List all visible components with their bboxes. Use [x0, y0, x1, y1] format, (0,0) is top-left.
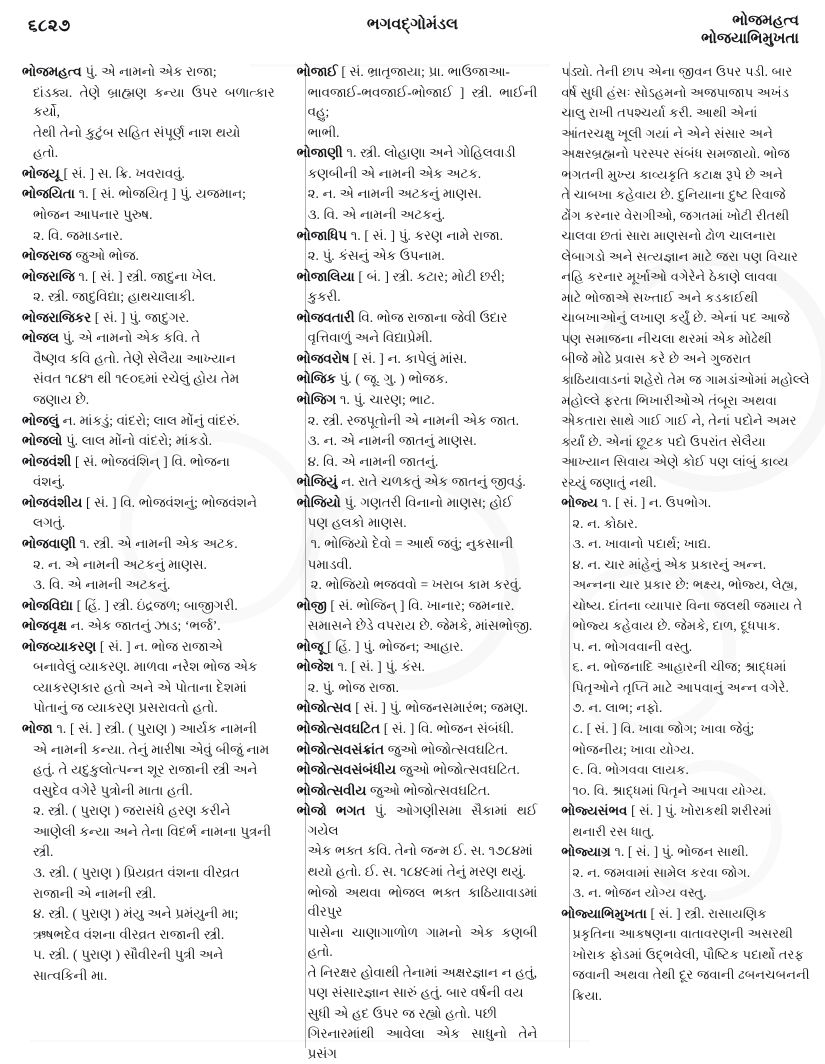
dictionary-entry-line — [297, 760, 538, 780]
dictionary-entry-line — [22, 431, 275, 451]
entry-continuation-line: અન્નના ચાર પ્રકાર છે: ભક્ષ્ય, ભોજ્ય, લેહ્ય, — [572, 577, 798, 593]
entry-continuation-line: ગિરનારમાંથી આવેલા એક સાધુનો તેને પ્રસંગ — [307, 1026, 538, 1061]
entry-definition-text: [ સં. ] પું. ખોરાકથી શરીરમાં — [627, 803, 772, 819]
entry-continuation-line: સંવત ૧૮૪૧ થી ૧૯૦૬માં રચેલું હોય તેમ — [33, 371, 240, 387]
entry-continuation-line: ૫. ન. ભોગવવાની વસ્તુ. — [572, 638, 693, 654]
entry-continuation-line: માટે ભોજાએ સખ્તાઈ અને કડકાઈથી — [561, 289, 759, 305]
entry-headword: ભોજરાજ — [22, 248, 72, 264]
entry-continuation-line: ચોષ્ય. દાંતના વ્યાપાર વિના જલથી જમાય તે — [572, 597, 803, 613]
entry-headword: ભોજિયું — [296, 474, 338, 490]
entry-continuation-line: ૨. ન. એ નામની અટકનું માણસ. — [33, 556, 207, 572]
entry-definition-text: ૧. [ સં. ] સ્ત્રી. ( પુરાણ ) આર્યક નામની — [52, 721, 257, 736]
entry-continuation-line: ૩. ન. એ નામની જાતનું માણસ. — [307, 433, 477, 449]
entry-definition-text: ન. રાતે ચળકતું એક જાતનું જીવડું. — [337, 474, 526, 490]
dictionary-entry-line — [22, 452, 275, 472]
entry-headword: ભોજોત્સવીય — [296, 782, 367, 798]
dictionary-entry-line — [297, 637, 538, 657]
entry-headword: ભોજલો — [22, 433, 63, 449]
text-column-3 — [549, 62, 811, 1048]
entry-definition-text: [ બં. ] સ્ત્રી. કટાર; મોટી છરી; — [354, 268, 505, 284]
entry-headword: ભોજ્યાગ્ર — [561, 844, 611, 860]
entry-definition-text: જુઓ ભોજોત્સવઘટિત. — [395, 762, 520, 778]
entry-definition-text: [ સં. ] સ. ક્રિ. ખવરાવવું. — [59, 165, 185, 181]
dictionary-entry-line — [22, 719, 275, 739]
entry-definition-text: [ સં. ભોજવંશિન્ ] વિ. ભોજના — [71, 453, 230, 469]
entry-definition-text: [ સં. ] સ્ત્રી. રાસાયણિક — [646, 905, 767, 921]
entry-headword: ભોજરાજિકર — [22, 309, 92, 325]
entry-continuation-line: ચાલવા છતાં સારા માણસનો ઢોળ ચાલનારા — [561, 228, 776, 244]
entry-definition-text: [ સં. ] ન. ભોજ રાજાએ — [96, 638, 223, 654]
entry-continuation-line: કર્યાં છે. એનાં છૂટક પદો ઉપરાંત સેલૈયા — [561, 433, 766, 449]
entry-definition-text: ૧. [ સં. ભોજયિતૃ ] પું. યજમાન; — [74, 186, 246, 202]
entry-continuation-line: ભાભી. — [307, 124, 340, 140]
entry-continuation-line: ચાલુ રાખી તપશ્ચર્યા કરી. આથી એનાં — [561, 105, 758, 121]
entry-headword: ભોજવાણી — [22, 535, 76, 551]
entry-definition-text: [ હિં. ] પું. ભોજન; આહાર. — [323, 638, 464, 654]
entry-continuation-line: ભાવજાઈ-ભવજાઈ-ભોજાઈ ] સ્ત્રી. ભાઈની વહુ; — [307, 84, 538, 120]
dictionary-entry-line — [22, 616, 275, 636]
entry-headword: ભોજલું — [22, 412, 59, 428]
dictionary-entry-line — [297, 719, 538, 739]
entry-continuation-line: વંશનું. — [33, 474, 65, 490]
dictionary-title: ભગવદ્‌ગોમંડલ — [366, 16, 459, 33]
dictionary-entry-line — [22, 246, 275, 266]
entry-continuation-line: વૃત્તિવાળું અને વિદ્યાપ્રેમી. — [307, 330, 433, 346]
entry-continuation-line: ૩. ન. ભોજન યોગ્ય વસ્તુ. — [572, 885, 707, 901]
entry-definition-text: [ સં. ભ્રાતૃજાયા; પ્રા. ભાઉજાઆ- — [337, 64, 510, 79]
entry-continuation-line: પાસેના ચાણાગાળોળ ગામનો એક કણબી હતો. — [307, 924, 538, 960]
entry-headword: ભોજયૂ — [22, 165, 60, 181]
entry-continuation-line: ઢોંગ કરનાર વેરાગીઓ, જગતમાં ખોટી રીતથી — [561, 207, 790, 223]
dictionary-entry-line — [561, 801, 811, 821]
dictionary-entry-line — [297, 369, 538, 389]
entry-definition-text: ૧. સ્ત્રી. એ નામની એક અટક. — [75, 535, 238, 551]
entry-continuation-line: ૩. વિ. એ નામની અટકનું. — [307, 206, 445, 222]
dictionary-entry-line — [297, 698, 538, 718]
entry-headword: ભોજો ભગત — [296, 803, 366, 819]
entry-continuation-line: કાઠિયાવાડનાં શહેરો તેમ જ ગામડાંઓમાં મહોલ્લે — [561, 371, 810, 387]
running-head-guidewords — [701, 12, 799, 49]
entry-definition-text: ન. એક જાતનું ઝાડ; ‘ભર્જ’. — [66, 618, 221, 634]
entry-definition-text: પું. ( જૂ. ગુ. ) ભોજક. — [335, 371, 448, 387]
text-column-1 — [22, 62, 287, 1048]
dictionary-entry-line — [561, 904, 811, 924]
entry-headword: ભોજેશ — [296, 659, 334, 675]
entry-headword: ભોજિગ — [296, 392, 337, 407]
entry-definition-text: પું. એ નામનો એક રાજા; — [81, 64, 217, 79]
entry-continuation-line: થયો હતો. ઈ. સ. ૧૮૪૯માં તેનું મરણ થયું. — [307, 863, 526, 879]
entry-definition-text: ૧. [ સં. ] પું. કંસ. — [333, 659, 425, 675]
dictionary-entry-line — [297, 740, 538, 760]
entry-continuation-line: વર્ષ સુધી હંસઃ સોઽહમનો અજપાજાપ અખંડ — [561, 84, 789, 100]
entry-definition-text: [ સં. ભોજિન્ ] વિ. ખાનાર; જમનાર. — [326, 597, 515, 613]
entry-continuation-line: નહિ કરનાર મૂર્ખાઓ વગેરેને ઠેકાણે લાવવા — [561, 269, 778, 285]
entry-continuation-line: પમાડવી. — [307, 556, 352, 572]
entry-continuation-line: ૮. [ સં. ] વિ. ખાવા જોગ; ખાવા જેવું; — [572, 721, 755, 736]
entry-continuation-line: ૪. વિ. એ નામની જાતનું. — [307, 453, 439, 469]
entry-continuation-line: ૩. ન. ખાવાનો પદાર્થ; ખાદ્ય. — [572, 536, 711, 552]
dictionary-entry-line — [297, 596, 538, 616]
entry-continuation-line: ૪. સ્ત્રી. ( પુરાણ ) મંયુ અને પ્રમંયુની મા; — [33, 906, 239, 922]
guideword-last: ભોજયાભિમુખતા — [701, 31, 799, 48]
entry-headword: ભોજ્ય — [561, 495, 598, 511]
dictionary-entry-line — [22, 596, 275, 616]
entry-continuation-line: સાત્વકિની મા. — [33, 967, 108, 983]
entry-definition-text: ૧. [ સં. ] પું. ભોજન સાથી. — [610, 844, 749, 860]
entry-continuation-line: વૈષ્ણવ કવિ હતો. તેણે સેલૈયા આખ્યાન — [33, 350, 236, 366]
dictionary-entry-line — [297, 472, 538, 492]
entry-continuation-line: જવાની અથવા તેથી દૂર જવાની ઢબનચબનની — [572, 967, 810, 983]
dictionary-entry-line — [297, 308, 538, 328]
entry-definition-text: પું. લાલ મોંનો વાંદરો; માંકડો. — [62, 433, 212, 449]
entry-continuation-line: ૨. સ્ત્રી. ( પુરાણ ) જરાસંધે હરણ કરીને — [33, 803, 231, 819]
dictionary-entry-line — [561, 842, 811, 862]
entry-definition-text: જુઓ ભોજોત્સવઘટિત. — [366, 782, 491, 798]
entry-headword: ભોજી — [296, 597, 327, 613]
entry-headword: ભોજિક — [296, 371, 336, 387]
entry-continuation-line: ક્રિયા. — [572, 987, 602, 1003]
entry-continuation-line: રાજાની એ નામની સ્ત્રી. — [33, 885, 156, 901]
entry-continuation-line: પણ સમાજના નીચલા થરમાં એક મોઢેથી — [561, 330, 772, 346]
entry-definition-text: ૧. સ્ત્રી. લોહાણા અને ગોહિલવાડી — [342, 145, 516, 161]
entry-continuation-line: તે નિરક્ષર હોવાથી તેનામાં અક્ષરજ્ઞાન ન હતું, — [307, 964, 538, 980]
entry-continuation-line: ૨. પું. ભોજ રાજા. — [307, 679, 399, 695]
entry-headword: ભોજવિદ્યા — [22, 597, 73, 613]
entry-continuation-line: ૭. ન. લાભ; નફો. — [572, 700, 663, 716]
entry-continuation-line: ૨. ન. જમવામાં સામેલ કરવા જોગ. — [572, 864, 751, 880]
entry-definition-text: જુઓ ભોજ. — [71, 248, 139, 264]
entry-definition-text: [ સં. ] વિ. ભોજન સંબંધી. — [379, 721, 514, 736]
dictionary-entry-line — [297, 657, 538, 677]
entry-continuation-line: પિતૃઓને તૃપ્તિ માટે આપવાનું અન્ન વગેરે. — [572, 679, 789, 695]
entry-continuation-line: ૧૦. વિ. શ્રાદ્ધમાં પિતૃને આપવા યોગ્ય. — [572, 782, 767, 798]
dictionary-entry-line — [297, 62, 538, 82]
dictionary-entry-line — [22, 184, 275, 204]
entry-headword: ભોજ્યસંભવ — [561, 803, 628, 819]
entry-continuation-line: ૫. સ્ત્રી. ( પુરાણ ) સૌવીરની પુત્રી અને — [33, 947, 224, 963]
dictionary-entry-line — [22, 308, 275, 328]
entry-definition-text: [ સં. ] વિ. ભોજવંશનું; ભોજવંશને — [82, 494, 257, 510]
entry-continuation-line: જણાય છે. — [33, 392, 90, 407]
entry-headword: ભોજોત્સવસંબંધીય — [296, 762, 396, 778]
dictionary-entry-line — [297, 390, 538, 410]
entry-headword: ભોજોત્સવઘટિત — [296, 721, 380, 736]
dictionary-entry-line — [22, 411, 275, 431]
entry-headword: ભોજવંશી — [22, 453, 72, 469]
dictionary-entry-line — [297, 349, 538, 369]
entry-continuation-line: ૨. સ્ત્રી. રજપૂતોની એ નામની એક જાત. — [307, 412, 520, 428]
entry-continuation-line: ભોજ્ય કહેવાય છે. જેમકે, દાળ, દૂધપાક. — [572, 618, 781, 634]
entry-definition-text: ૧. [ સં. ] ન. ઉપભોગ. — [597, 495, 712, 511]
entry-headword: ભોજવૃક્ષ — [22, 618, 67, 634]
entry-definition-text: પું. ઓગણીસમા સૈકામાં થઈ ગયેલ — [307, 803, 538, 838]
dictionary-entry-line — [22, 637, 275, 657]
dictionary-entry-line — [22, 62, 275, 82]
entry-continuation-line: ભોજનીય; ખાવા યોગ્ય. — [572, 741, 695, 757]
entry-continuation-line: પણ હલકો માણસ. — [307, 515, 407, 531]
entry-headword: ભોજૂ — [296, 638, 324, 654]
entry-continuation-line: ૧. ભોજિયો દેવો = આર્થ જવું; નુકસાની — [310, 535, 514, 551]
entry-continuation-line: સ્ત્રી. — [33, 844, 54, 860]
entry-continuation-line: ચાબખાઓનું લખાણ કર્યું છે. એનાં પદ આજે — [561, 310, 790, 326]
dictionary-entry-line — [297, 267, 538, 287]
entry-headword: ભોજાઈ — [296, 64, 338, 79]
text-column-2 — [287, 62, 550, 1061]
entry-continuation-line: સમાસને છેડે વપરાય છે. જેમકે, માંસભોજી. — [307, 618, 533, 634]
entry-continuation-line: આખ્યાન સિવાય એણે કોઈ પણ લાંબું કાવ્ય — [561, 454, 789, 470]
entry-headword: ભોજવતારી — [296, 309, 355, 325]
dictionary-entry-line — [297, 781, 538, 801]
entry-continuation-line: એકતારા સાથે ગાઈ ગાઈ ને, તેનાં પદોને અમર — [561, 413, 797, 429]
entry-continuation-line: ૨. પું. કંસનું એક ઉપનામ. — [307, 248, 445, 264]
entry-definition-text: ન. માંકડું; વાંદરો; લાલ મોંનું વાંદરું. — [58, 412, 240, 428]
entry-continuation-line: કુકરી. — [307, 289, 341, 305]
entry-definition-text: પું. ગણતરી વિનાનો માણસ; હોઈ — [340, 494, 513, 510]
entry-headword: ભોજોત્સવ — [296, 700, 352, 716]
entry-continuation-line: લગતું. — [33, 515, 66, 531]
entry-headword: ભોજવંશીય — [22, 494, 83, 510]
dictionary-entry-line — [22, 493, 275, 513]
entry-continuation-line: એક ભક્ત કવિ. તેનો જન્મ ઈ. સ. ૧૭૮૪માં — [307, 843, 533, 859]
entry-continuation-line: પણ સંસારજ્ઞાન સારું હતું. બાર વર્ષની વય — [307, 985, 524, 1001]
entry-definition-text: [ હિં. ] સ્ત્રી. ઇંદ્રજળ; બાજીગરી. — [72, 597, 238, 613]
entry-definition-text: [ સં. ] ન. કાપેલું માંસ. — [349, 350, 467, 366]
dictionary-entry-line — [297, 493, 538, 513]
entry-continuation-line: આંતરચક્ષુ ખૂલી ગયાં ને એને સંસાર અને — [561, 125, 773, 141]
entry-continuation-line: ખોરાક ફોડમાં ઉદ્ભવેલી, પૌષ્ટિક પદાર્થો તરફ — [572, 946, 804, 962]
entry-headword: ભોજલ — [22, 330, 59, 346]
entry-definition-text: ૧. [ સં. ] પું. કરણ નામે રાજા. — [347, 227, 503, 243]
guideword-first: ભોજમહત્વ — [732, 13, 799, 29]
entry-continuation-line: લેબાગડો અને સત્યજ્ઞાન માટે જરા પણ વિચાર — [561, 248, 798, 264]
entry-continuation-line: ભોજન આપનાર પુરુષ. — [33, 206, 153, 222]
entry-continuation-line: હતું. તે યદુકુલોત્પન્ન શૂર રાજાની સ્ત્રી અને — [33, 762, 258, 778]
entry-continuation-line: હતો. — [33, 145, 59, 161]
dictionary-entry-line — [22, 267, 275, 287]
entry-continuation-line: રચ્યું જણાતું નથી. — [561, 474, 657, 490]
entry-definition-text: [ સં. ] પું. ભોજનસમારંભ; જમણ. — [351, 700, 528, 716]
entry-continuation-line: વસુદેવ વગેરે પુત્રોની માતા હતી. — [33, 782, 193, 798]
entry-definition-text: ૧. પું. ચારણ; ભાટ. — [336, 392, 435, 407]
entry-continuation-line: ૨. સ્ત્રી. જાદુવિદ્યા; હાથચાલાકી. — [33, 289, 195, 305]
entry-headword: ભોજરાજિ — [22, 268, 75, 284]
entry-continuation-line: દાંડક્ય. તેણે બ્રાહ્મણ કન્યા ઉપર બળાત્કાર કર્યો, — [33, 84, 275, 120]
column-container — [22, 62, 811, 1061]
dictionary-entry-line — [22, 328, 275, 348]
entry-continuation-line: ૩. વિ. એ નામની અટકનું. — [33, 577, 171, 593]
page-folio-number: ૬૮૨૭ — [28, 16, 71, 35]
entry-continuation-line: ૬. ન. ભોજનાદિ આહારની ચીજ; શ્રાદ્ધમાં — [572, 659, 787, 675]
entry-headword: ભોજ્યાભિમુખતા — [561, 905, 647, 921]
entry-continuation-line: ભગતની મુખ્ય કાવ્યકૃતિ કટાક્ષ રૂપે છે અને — [561, 166, 783, 182]
entry-definition-text: જુઓ ભોજોત્સવઘટિત. — [383, 741, 508, 757]
entry-continuation-line: ૨. ન. એ નામની અટકનું માણસ. — [307, 186, 482, 202]
dictionary-entry-line — [22, 534, 275, 554]
entry-continuation-line: ૪. ન. ચાર માંહેનું એક પ્રકારનું અન્ન. — [572, 556, 767, 572]
entry-continuation-line: એ નામની કન્યા. તેનું મારીષા એવું બીજું નામ — [33, 741, 270, 757]
dictionary-entry-line — [22, 164, 275, 184]
entry-headword: ભોજોત્સવસંક્રાંત — [296, 741, 384, 757]
entry-definition-text: ૧. [ સં. ] સ્ત્રી. જાદુના ખેલ. — [74, 268, 217, 284]
entry-headword: ભોજવ્યાકરણ — [22, 638, 97, 654]
entry-definition-text: વિ. ભોજ રાજાના જેવી ઉદાર — [354, 309, 508, 325]
entry-continuation-line: ૨. ન. કોઠાર. — [572, 515, 638, 531]
entry-continuation-line: તે ચાબખા કહેવાય છે. દુનિયાના દુષ્ટ રિવાજે — [561, 187, 786, 203]
entry-continuation-line: વ્યાકરણકાર હતો અને એ પોતાના દેશમાં — [33, 679, 247, 695]
dictionary-entry-line — [297, 801, 538, 840]
entry-headword: ભોજિયો — [296, 494, 341, 510]
entry-continuation-line: ૨. ભોજિયો ભજવવો = ખરાબ કામ કરવું. — [310, 577, 522, 593]
running-head — [0, 14, 825, 60]
entry-continuation-line: બીજે મોઢે પ્રવાસ કરે છે અને ગુજરાત — [561, 351, 752, 367]
dictionary-entry-line — [297, 226, 538, 246]
entry-continuation-line: પડ્યો. તેની છાપ એના જીવન ઉપર પડી. બાર — [561, 64, 793, 79]
entry-continuation-line: પ્રકૃતિના આકષણના વાતાવરણની અસરથી — [572, 926, 793, 942]
entry-continuation-line: ૩. સ્ત્રી. ( પુરાણ ) પ્રિયવ્રત વંશના વીરવ્રત — [33, 864, 240, 880]
entry-headword: ભોજાધિપ — [296, 227, 348, 243]
dictionary-entry-line — [561, 493, 811, 513]
entry-continuation-line: તેથી તેનો કુટુંબ સહિત સંપૂર્ણ નાશ થયો — [33, 124, 241, 140]
entry-continuation-line: અક્ષરબ્રહ્મનો પરસ્પર સંબંધ સમજાયો. ભોજ — [561, 146, 791, 162]
entry-continuation-line: મહોલ્લે ફરતા ભિખારીઓએ તંબૂરા અથવા — [561, 392, 777, 408]
entry-continuation-line: ભોજો અથવા ભોજલ ભક્ત કાઠિયાવાડમાં વીરપુર — [307, 884, 538, 920]
entry-headword: ભોજમહત્વ — [22, 64, 82, 79]
entry-continuation-line: પોતાનું જ વ્યાકરણ પ્રસરાવતો હતો. — [33, 700, 218, 716]
entry-headword: ભોજવરોષ — [296, 350, 350, 366]
entry-headword: ભોજા — [22, 721, 53, 736]
entry-continuation-line: આણેલી કન્યા અને તેના વિદર્ભ નામના પુત્રની — [33, 823, 272, 839]
entry-continuation-line: બનાવેલું વ્યાકરણ. માળવા નરેશ ભોજ એક — [33, 659, 258, 675]
entry-definition-text: પું. એ નામનો એક કવિ. તે — [58, 330, 201, 346]
entry-headword: ભોજાલિયા — [296, 268, 355, 284]
entry-continuation-line: થનારી રસ ધાતુ. — [572, 823, 655, 839]
entry-continuation-line: ૯. વિ. ભોગવવા લાયક. — [572, 762, 689, 778]
entry-headword: ભોજાણી — [296, 145, 343, 161]
entry-headword: ભોજયિતા — [22, 186, 75, 202]
entry-continuation-line: ૨. વિ. જમાડનાર. — [33, 227, 123, 243]
dictionary-entry-line — [297, 143, 538, 163]
entry-continuation-line: કણબીની એ નામની એક અટક. — [307, 165, 482, 181]
entry-definition-text: [ સં. ] પું. જાદુગર. — [91, 309, 189, 325]
entry-continuation-line: ઋષભદેવ વંશના વીરવ્રત રાજાની સ્ત્રી. — [33, 926, 225, 942]
entry-continuation-line: સુધી એ હદ ઉપર જ રહ્યો હતો. પછી — [307, 1005, 497, 1021]
